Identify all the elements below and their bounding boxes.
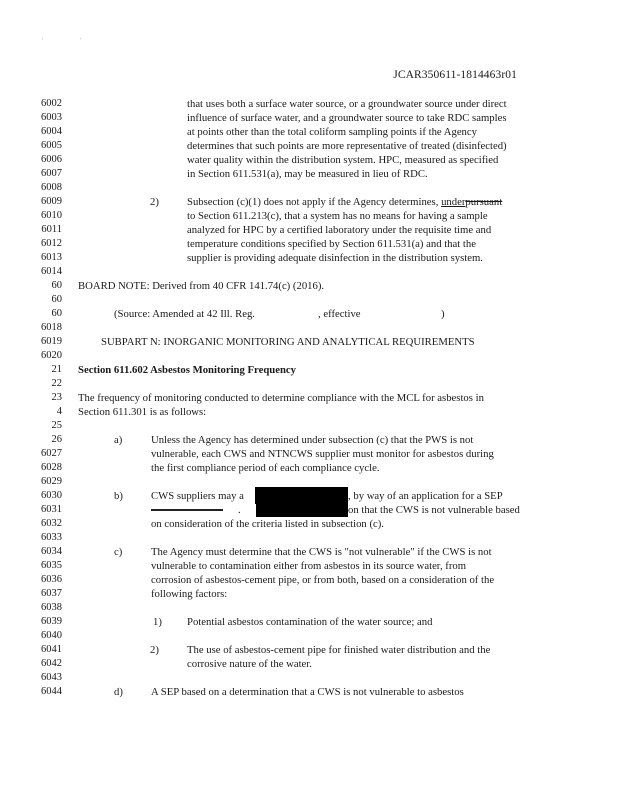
line-number: 6008 bbox=[41, 182, 62, 193]
line-number: 60 bbox=[51, 280, 62, 291]
deleted-text: pursuant bbox=[465, 196, 503, 208]
list-marker: 2) bbox=[150, 196, 159, 208]
line-number: 6044 bbox=[41, 686, 62, 697]
subpart-heading: SUBPART N: INORGANIC MONITORING AND ANALYTICAL REQUIREMENTS bbox=[101, 336, 475, 348]
line-number: 6009 bbox=[41, 196, 62, 207]
line-text: in Section 611.531(a), may be measured in lieu of RDC. bbox=[187, 168, 428, 180]
line-number: 6039 bbox=[41, 616, 62, 627]
line-text: the first compliance period of each compliance cycle. bbox=[151, 462, 380, 474]
line-number: 6018 bbox=[41, 322, 62, 333]
line-text: Unless the Agency has determined under subsection (c) that the PWS is not bbox=[151, 434, 474, 446]
line-text: corrosive nature of the water. bbox=[187, 658, 312, 670]
line-number: 6006 bbox=[41, 154, 62, 165]
line-number: 26 bbox=[51, 434, 62, 445]
line-text: temperature conditions specified by Section 611.531(a) and that the bbox=[187, 238, 476, 250]
redaction-block bbox=[256, 501, 348, 517]
line-text: The frequency of monitoring conducted to determine compliance with the MCL for asbestos in bbox=[78, 392, 484, 404]
line-number: 6028 bbox=[41, 462, 62, 473]
text-plain: Subsection (c)(1) does not apply if the Agency determines, bbox=[187, 196, 442, 208]
line-text: that uses both a surface water source, or a groundwater source under direct bbox=[187, 98, 507, 110]
board-note: BOARD NOTE: Derived from 40 CFR 141.74(c) (2016). bbox=[78, 280, 325, 292]
line-number: 6004 bbox=[41, 126, 62, 137]
line-number: 6042 bbox=[41, 658, 62, 669]
line-number: 23 bbox=[51, 392, 62, 403]
line-text: Potential asbestos contamination of the water source; and bbox=[187, 616, 433, 628]
line-number: 4 bbox=[56, 406, 62, 417]
line-number: 60 bbox=[51, 294, 62, 305]
scan-mark: ' bbox=[80, 38, 82, 44]
line-number: 6043 bbox=[41, 672, 62, 683]
line-number: 21 bbox=[51, 364, 62, 375]
line-number: 6014 bbox=[41, 266, 62, 277]
line-text: on that the CWS is not vulnerable based bbox=[348, 504, 520, 516]
line-number: 6036 bbox=[41, 574, 62, 585]
line-number: 6005 bbox=[41, 140, 62, 151]
line-text: on consideration of the criteria listed in subsection (c). bbox=[151, 518, 384, 530]
line-number: 6029 bbox=[41, 476, 62, 487]
line-text: vulnerable to contamination either from asbestos in its source water, from bbox=[151, 560, 467, 572]
line-text: , by way of an application for a SEP bbox=[348, 490, 503, 502]
inserted-text: under bbox=[441, 196, 466, 208]
line-number: 60 bbox=[51, 308, 62, 319]
line-text: . bbox=[238, 504, 241, 516]
section-heading: Section 611.602 Asbestos Monitoring Frequency bbox=[78, 364, 297, 376]
source-note: (Source: Amended at 42 Ill. Reg. bbox=[114, 308, 255, 320]
line-number: 6033 bbox=[41, 532, 62, 543]
line-text: to Section 611.213(c), that a system has no means for having a sample bbox=[187, 210, 488, 222]
list-marker: b) bbox=[114, 490, 123, 502]
line-number: 6031 bbox=[41, 504, 62, 515]
line-number: 6020 bbox=[41, 350, 62, 361]
line-number: 6032 bbox=[41, 518, 62, 529]
list-marker: 1) bbox=[153, 616, 162, 628]
line-number: 6041 bbox=[41, 644, 62, 655]
line-text: analyzed for HPC by a certified laboratory under the requisite time and bbox=[187, 224, 492, 236]
line-number: 6035 bbox=[41, 560, 62, 571]
line-number: 6019 bbox=[41, 336, 62, 347]
line-text: influence of surface water, and a groundwater source to take RDC samples bbox=[187, 112, 507, 124]
line-number: 6034 bbox=[41, 546, 62, 557]
line-text: A SEP based on a determination that a CWS is not vulnerable to asbestos bbox=[151, 686, 464, 698]
line-text: supplier is providing adequate disinfection in the distribution system. bbox=[187, 252, 483, 264]
list-marker: d) bbox=[114, 686, 123, 698]
list-marker: 2) bbox=[150, 644, 159, 656]
line-number: 6011 bbox=[41, 224, 62, 235]
document-id: JCAR350611-1814463r01 bbox=[393, 69, 517, 81]
line-number: 6037 bbox=[41, 588, 62, 599]
line-text bbox=[187, 195, 502, 209]
line-number: 6007 bbox=[41, 168, 62, 179]
scan-mark: ' bbox=[42, 38, 44, 44]
line-text: at points other than the total coliform sampling points if the Agency bbox=[187, 126, 477, 138]
line-text: determines that such points are more representative of treated (disinfected) bbox=[187, 140, 507, 152]
line-text: corrosion of asbestos-cement pipe, or from both, based on a consideration of the bbox=[151, 574, 495, 586]
line-number: 6003 bbox=[41, 112, 62, 123]
line-text: CWS suppliers may a bbox=[151, 490, 244, 502]
line-text: vulnerable, each CWS and NTNCWS supplier must monitor for asbestos during bbox=[151, 448, 494, 460]
line-number: 22 bbox=[51, 378, 62, 389]
line-text: following factors: bbox=[151, 588, 228, 600]
line-number: 6038 bbox=[41, 602, 62, 613]
list-marker: a) bbox=[114, 434, 123, 446]
line-number: 6010 bbox=[41, 210, 62, 221]
line-number: 6030 bbox=[41, 490, 62, 501]
line-number: 6027 bbox=[41, 448, 62, 459]
redaction-smear bbox=[151, 509, 223, 511]
line-number: 6012 bbox=[41, 238, 62, 249]
list-marker: c) bbox=[114, 546, 123, 558]
source-note-effective: , effective bbox=[318, 308, 361, 320]
line-text: Section 611.301 is as follows: bbox=[78, 406, 207, 418]
line-number: 6002 bbox=[41, 98, 62, 109]
line-text: water quality within the distribution system. HPC, measured as specified bbox=[187, 154, 499, 166]
line-text: The use of asbestos-cement pipe for finished water distribution and the bbox=[187, 644, 491, 656]
line-number: 6013 bbox=[41, 252, 62, 263]
source-note-close: ) bbox=[441, 308, 445, 320]
line-text: The Agency must determine that the CWS is "not vulnerable" if the CWS is not bbox=[151, 546, 492, 558]
line-number: 6040 bbox=[41, 630, 62, 641]
line-number: 25 bbox=[51, 420, 62, 431]
